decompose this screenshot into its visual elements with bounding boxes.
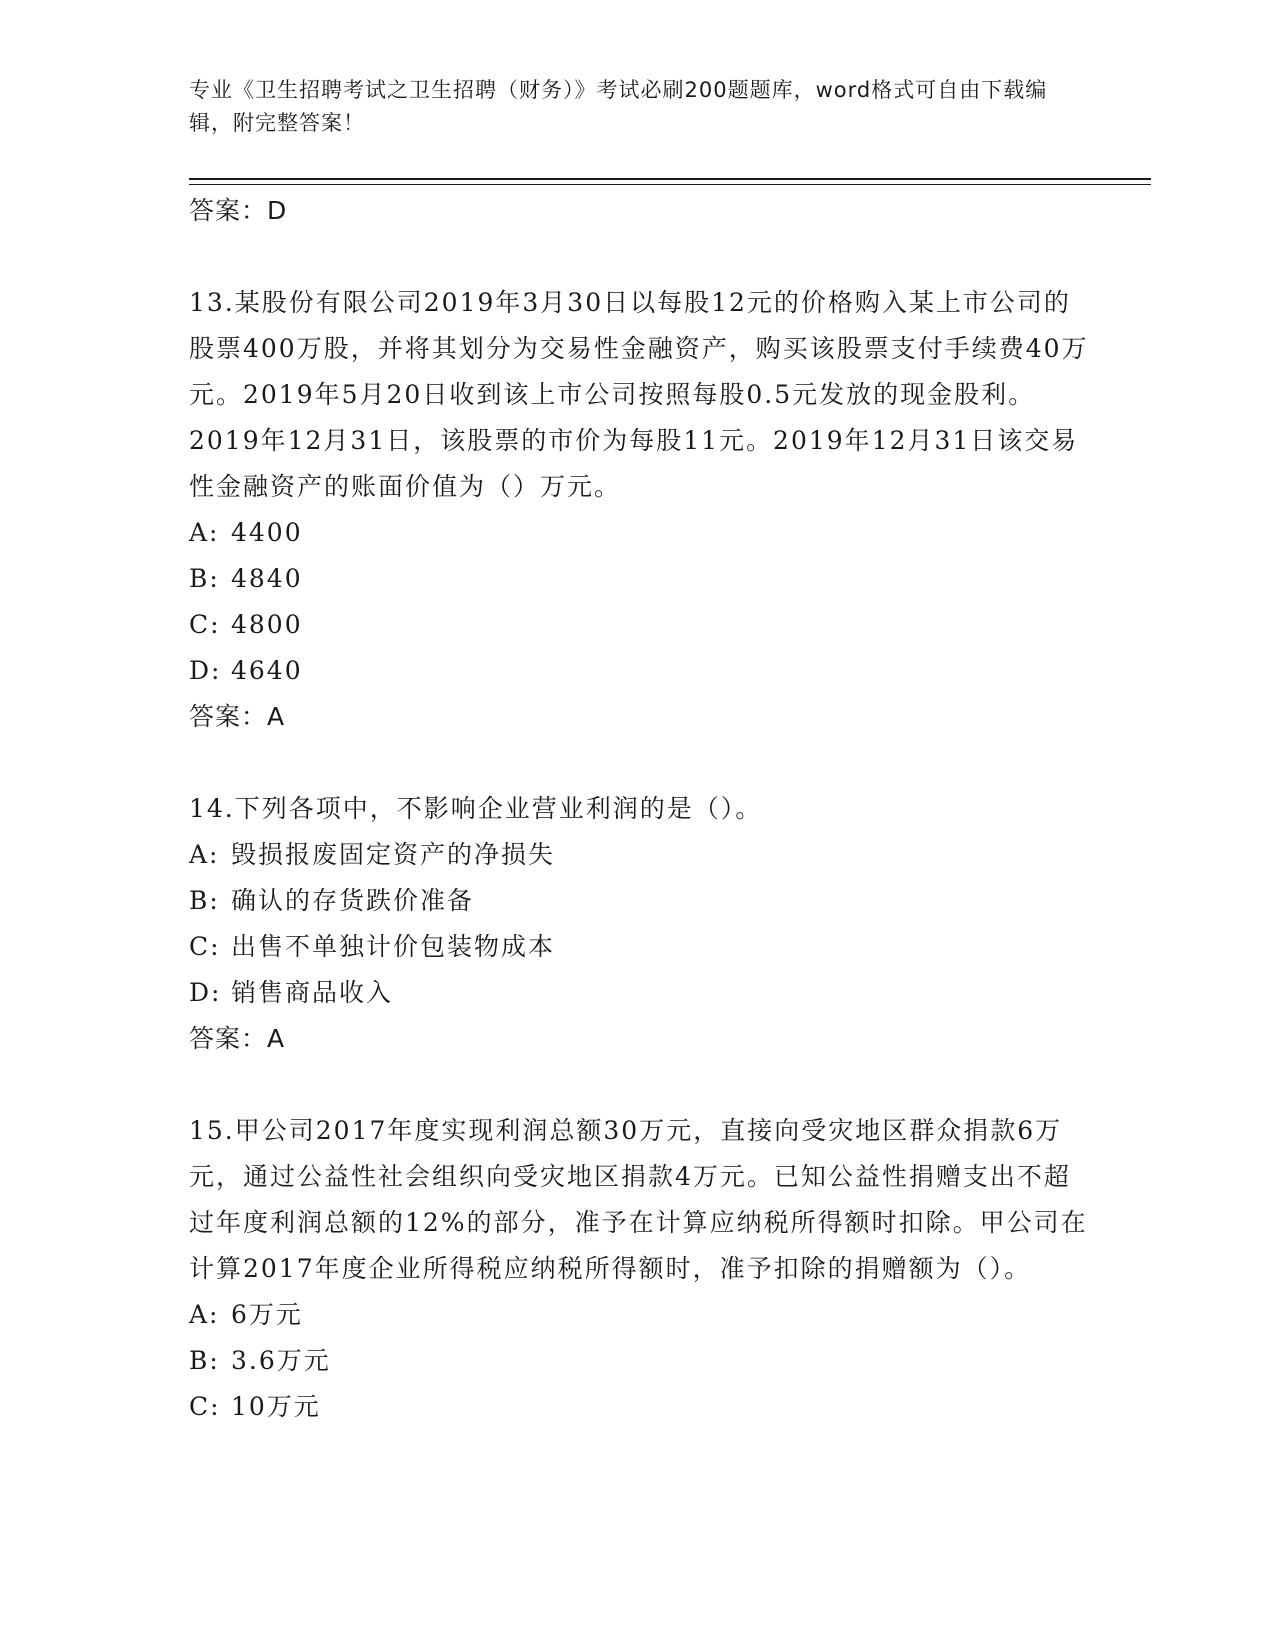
header-rule-thick (189, 178, 1151, 180)
question-text: 14.下列各项中，不影响企业营业利润的是（）。 (189, 794, 763, 823)
option-label: A: (189, 1300, 220, 1329)
option-label: C: (189, 610, 221, 639)
option-label: C: (189, 932, 221, 961)
option-text: 销售商品收入 (231, 978, 394, 1007)
option-item (189, 878, 1089, 924)
option-label: B: (189, 886, 220, 915)
option-text: 4800 (231, 610, 303, 639)
option-item (189, 970, 1089, 1016)
answer-line: 答案：D (189, 196, 288, 225)
header-note: 专业《卫生招聘考试之卫生招聘（财务）》考试必刷200题题库，word格式可自由下载编辑，附完整答案！ (189, 78, 1048, 135)
question-text: 15.甲公司2017年度实现利润总额30万元，直接向受灾地区群众捐款6万元，通过公益性社会组织向受灾地区捐款4万元。已知公益性捐赠支出不超过年度利润总额的12%的部分，准予在计算应纳税所得额时扣除。甲公司在计算2017年度企业所得税应纳税所得额时，准予扣除的捐赠额为（）。 (189, 1116, 1088, 1283)
option-label: D: (189, 656, 222, 685)
option-label: A: (189, 518, 220, 547)
option-text: 4840 (231, 564, 303, 593)
option-item (189, 648, 1089, 694)
option-label: B: (189, 1346, 220, 1375)
option-label: B: (189, 564, 220, 593)
option-item (189, 1384, 1089, 1430)
option-item (189, 510, 1089, 556)
option-text: 6万元 (231, 1300, 303, 1329)
answer-line: 答案：A (189, 702, 286, 731)
option-text: 3.6万元 (231, 1346, 331, 1375)
option-label: D: (189, 978, 222, 1007)
option-text: 10万元 (231, 1392, 321, 1421)
option-text: 4640 (231, 656, 303, 685)
header-rule-thin (189, 184, 1151, 185)
answer-line: 答案：A (189, 1024, 286, 1053)
option-label: C: (189, 1392, 221, 1421)
option-text: 出售不单独计价包装物成本 (231, 932, 556, 961)
question-text: 13.某股份有限公司2019年3月30日以每股12元的价格购入某上市公司的股票400万股，并将其划分为交易性金融资产，购买该股票支付手续费40万元。2019年5月20日收到该上市公司按照每股0.5元发放的现金股利。2019年12月31日，该股票的市价为每股11元。2019年12月31日该交易性金融资产的账面价值为（）万元。 (189, 288, 1089, 501)
option-label: A: (189, 840, 220, 869)
option-item (189, 924, 1089, 970)
option-text: 确认的存货跌价准备 (231, 886, 475, 915)
document-body (189, 188, 1089, 1430)
option-item (189, 1338, 1089, 1384)
option-item (189, 556, 1089, 602)
option-item (189, 1292, 1089, 1338)
option-item (189, 832, 1089, 878)
option-item (189, 602, 1089, 648)
option-text: 毁损报废固定资产的净损失 (231, 840, 556, 869)
option-text: 4400 (231, 518, 303, 547)
